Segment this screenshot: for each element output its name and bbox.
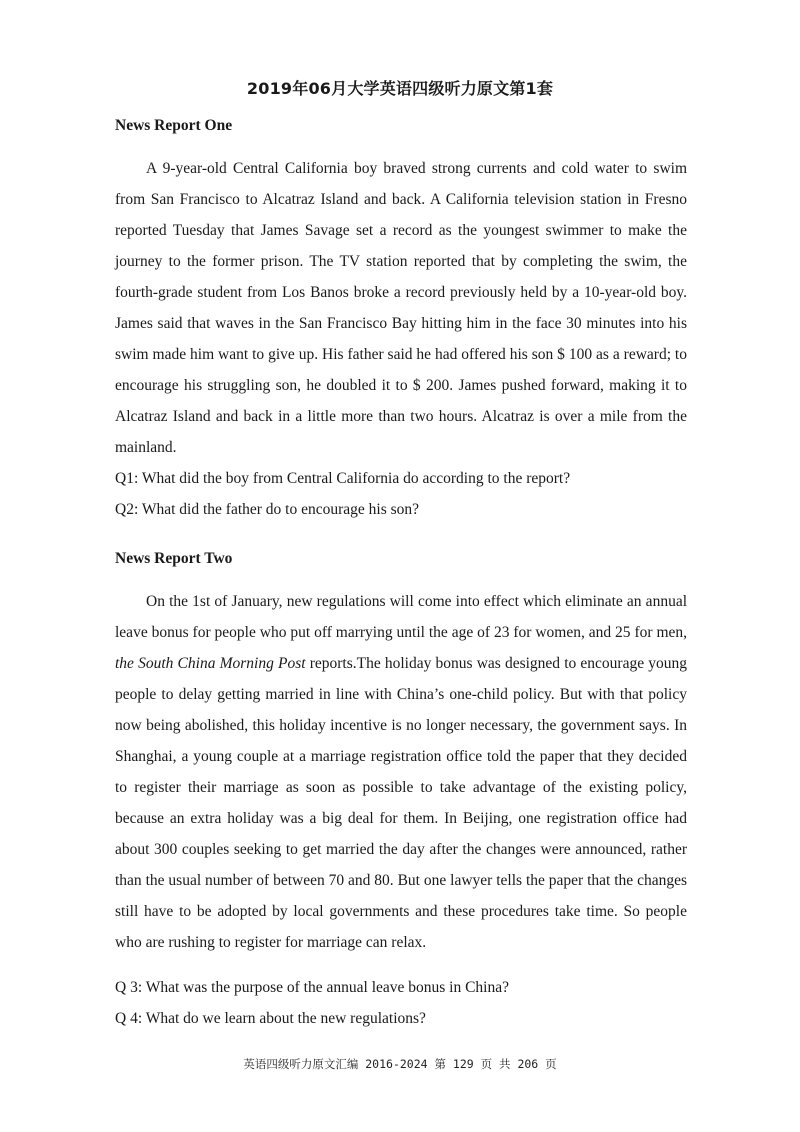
newspaper-name: the South China Morning Post	[115, 655, 306, 672]
report-two-heading: News Report Two	[115, 550, 233, 567]
question-4: Q 4: What do we learn about the new regulations?	[115, 1010, 426, 1027]
news-report-one	[115, 116, 687, 525]
news-report-two	[115, 549, 687, 1034]
report-two-text-start: On the 1st of January, new regulations will come into effect which eliminate an annual leave bonus for people who put off marrying until the age of 23 for women, and 25 for men,	[115, 593, 687, 641]
report-two-text-rest: reports.The holiday bonus was designed to encourage young people to delay getting married in line with China’s one-child policy. But with that policy now being abolished, this holiday incentive is no longer necessary, the government says. In Shanghai, a young couple at a marriage registration office told the paper that they decided to register their marriage as soon as possible to take advantage of the existing policy, because an extra holiday was a big deal for them. In Beijing, one registration office had about 300 couples seeking to get married the day after the changes were announced, rather than the usual number of between 70 and 80. But one lawyer tells the paper that the changes still have to be adopted by local governments and these procedures take time. So people who are rushing to register for marriage can relax.	[115, 655, 687, 951]
report-one-paragraph: A 9-year-old Central California boy braved strong currents and cold water to swim from San Francisco to Alcatraz Island and back. A California television station in Fresno reported Tuesday that James Savage set a record as the youngest swimmer to make the journey to the former prison. The TV station reported that by completing the swim, the fourth-grade student from Los Banos broke a record previously held by a 10-year-old boy. James said that waves in the San Francisco Bay hitting him in the face 30 minutes into his swim made him want to give up. His father said he had offered his son $ 100 as a reward; to encourage his struggling son, he doubled it to $ 200. James pushed forward, making it to Alcatraz Island and back in a little more than two hours. Alcatraz is over a mile from the mainland.	[115, 160, 687, 456]
question-3: Q 3: What was the purpose of the annual leave bonus in China?	[115, 979, 510, 996]
report-one-heading: News Report One	[115, 117, 233, 134]
question-1: Q1: What did the boy from Central California do according to the report?	[115, 470, 571, 487]
question-2: Q2: What did the father do to encourage his son?	[115, 501, 420, 518]
report-two-paragraph	[115, 586, 687, 958]
page-footer: 英语四级听力原文汇编 2016-2024 第 129 页 共 206 页	[243, 1057, 557, 1071]
document-title: 2019年06月大学英语四级听力原文第1套	[246, 79, 554, 98]
